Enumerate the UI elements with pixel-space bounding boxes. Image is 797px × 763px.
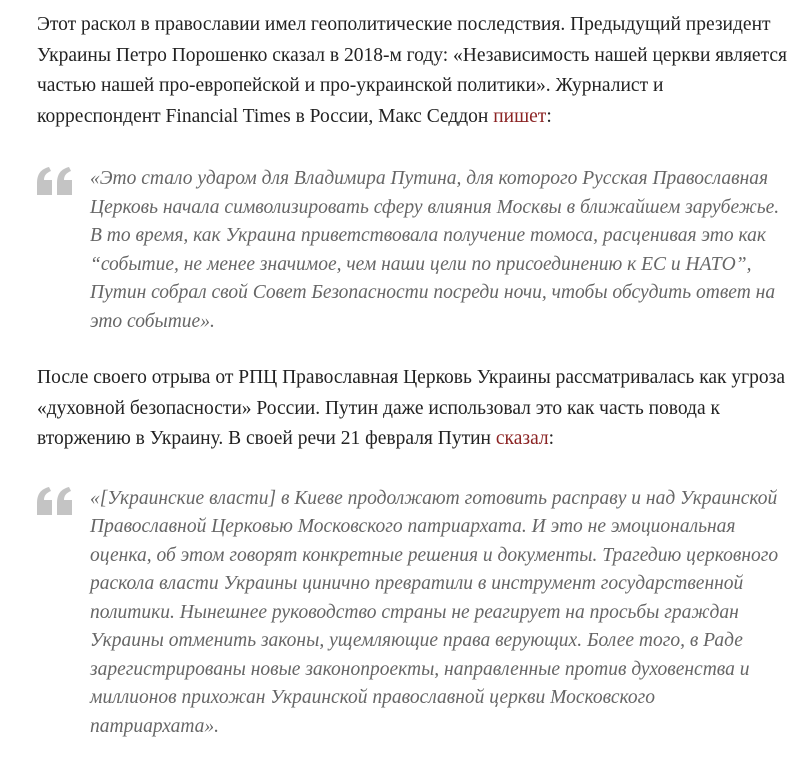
paragraph-1-text: Этот раскол в православии имел геополитические последствия. Предыдущий президент Украины Петро Порошенко сказал в 2018-м году: «Независимость нашей церкви является частью нашей про-европейской и про-украинской политики». Журналист и корреспондент Financial Times в России, Макс Седдон xyxy=(37,14,787,127)
quote-mark-icon xyxy=(37,487,73,515)
quote-1-text: «Это стало ударом для Владимира Путина, для которого Русская Православная Церковь начала символизировать сферу влияния Москвы в ближайшем зарубежье. В то время, как Украина приветствовала получение томоса, расценивая это как “событие, не менее значимое, чем наши цели по присоединению к ЕС и НАТО”, Путин собрал свой Совет Безопасности посреди ночи, чтобы обсудить ответ на это событие». xyxy=(90,168,780,332)
quote-2-text: «[Украинские власти] в Киеве продолжают готовить расправу и над Украинской Православной Церковью Московского патриархата. И это не эмоциональная оценка, об этом говорят конкретные решения и документы. Трагедию церковного раскола власти Украины цинично превратили в инструмент государственной политики. Нынешнее руководство страны не реагирует на просьбы граждан Украины отменить законы, ущемляющие права верующих. Более того, в Раде зарегистрированы новые законопроекты, направленные против духовенства и миллионов прихожан Украинской православной церкви Московского патриархата». xyxy=(90,487,779,737)
link-pishet[interactable]: пишет xyxy=(493,105,547,127)
quote-mark-icon xyxy=(37,167,73,195)
blockquote-2 xyxy=(37,485,787,742)
paragraph-2-text: После своего отрыва от РПЦ Православная Церковь Украины рассматривалась как угроза «духовной безопасности» России. Путин даже использовал это как часть повода к вторжению в Украину. В своей речи 21 февраля Путин xyxy=(37,367,785,449)
link-skazal[interactable]: сказал xyxy=(495,428,549,449)
article-body xyxy=(37,10,787,741)
paragraph-1-colon: : xyxy=(546,105,552,127)
paragraph-1 xyxy=(37,10,787,132)
paragraph-2 xyxy=(37,363,787,455)
blockquote-1 xyxy=(37,165,787,336)
paragraph-2-colon: : xyxy=(548,428,555,449)
